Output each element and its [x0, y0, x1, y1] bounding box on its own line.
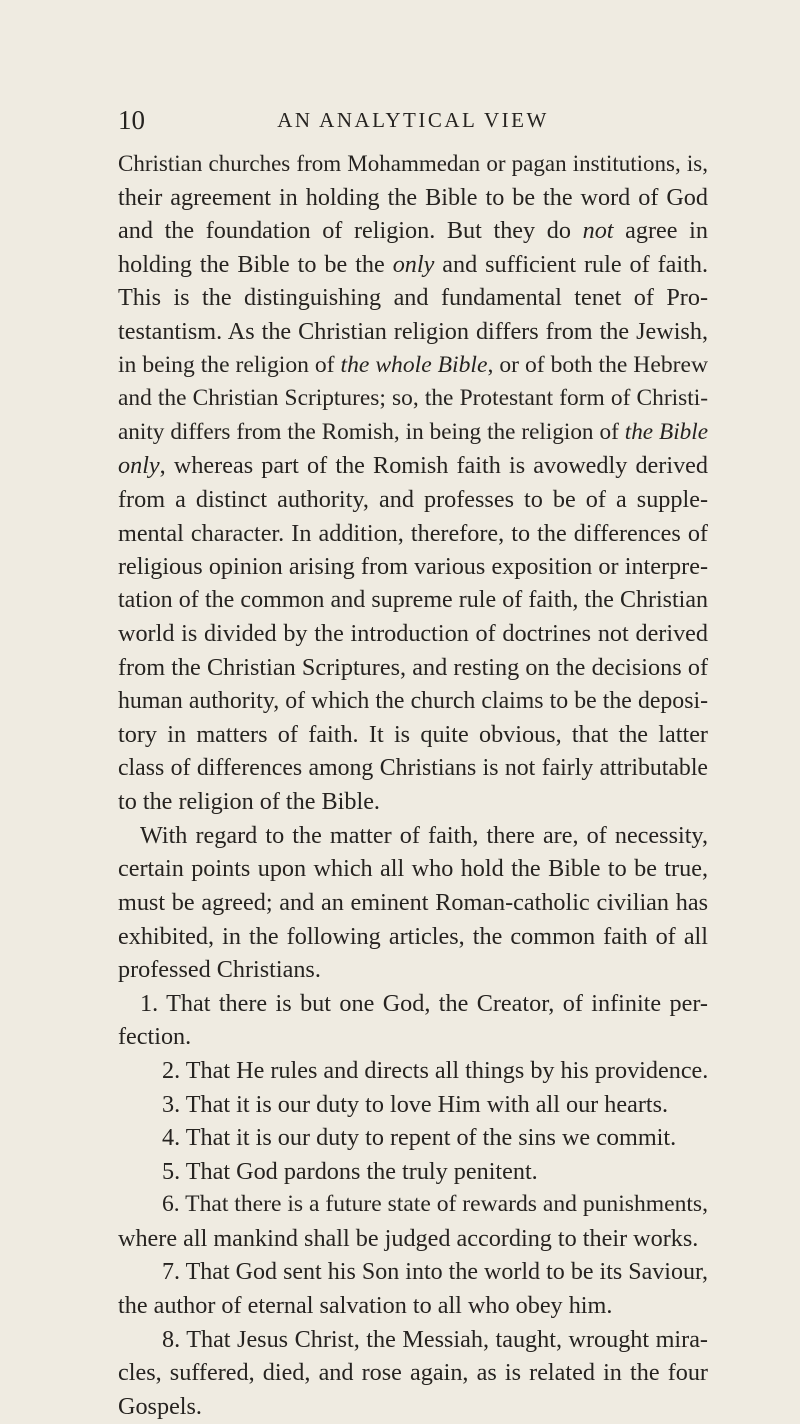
- text-line: This is the distinguishing and fundamental tenet of Pro-: [118, 284, 708, 312]
- text-line: professed Christians.: [118, 956, 321, 984]
- text-line: only, whereas part of the Romish faith is avowedly derived: [118, 452, 708, 480]
- emphasis: the Bible: [624, 418, 708, 445]
- text-line: Christian churches from Mohammedan or pagan institutions, is,: [118, 151, 708, 176]
- text-line: testantism. As the Christian religion differs from the Jewish,: [118, 317, 708, 345]
- text-line: mental character. In addition, therefore, to the differences of: [118, 519, 708, 547]
- text-line: 7. That God sent his Son into the world to be its Saviour,: [162, 1258, 708, 1285]
- text-line: exhibited, in the following articles, the common faith of all: [118, 922, 708, 950]
- emphasis: not: [582, 217, 614, 245]
- emphasis: the whole Bible: [340, 351, 488, 378]
- paragraph-2: [118, 819, 708, 987]
- text-line: religious opinion arising from various exposition or interpre-: [118, 553, 708, 581]
- text-line: human authority, of which the church claims to be the deposi-: [118, 687, 708, 714]
- text-line: where all mankind shall be judged according to their works.: [118, 1225, 699, 1252]
- page-header: [118, 104, 708, 136]
- article-7: [118, 1256, 708, 1323]
- text-line: cles, suffered, died, and rose again, as is related in the four: [118, 1359, 708, 1387]
- text-line: 5. That God pardons the truly penitent.: [162, 1157, 538, 1185]
- text-line: world is divided by the introduction of doctrines not derived: [118, 620, 708, 648]
- text-line: 3. That it is our duty to love Him with all our hearts.: [162, 1090, 669, 1118]
- text-line: 1. That there is but one God, the Creator, of infinite per-: [140, 989, 708, 1017]
- text-line: class of differences among Christians is not fairly attributable: [118, 754, 708, 781]
- article-2: [118, 1054, 708, 1088]
- text-line: must be agreed; and an eminent Roman-catholic civilian has: [118, 889, 708, 917]
- article-3: [118, 1088, 708, 1122]
- text-line: from the Christian Scriptures, and resting on the decisions of: [118, 653, 708, 681]
- text-line: the author of eternal salvation to all who obey him.: [118, 1292, 613, 1320]
- paragraph-1: [118, 147, 708, 819]
- text-line: from a distinct authority, and professes to be of a supple-: [118, 485, 708, 513]
- article-6: [118, 1188, 708, 1255]
- page-number: 10: [118, 105, 145, 135]
- text-line: 4. That it is our duty to repent of the sins we commit.: [162, 1124, 677, 1152]
- emphasis: only: [392, 250, 435, 278]
- article-5: [118, 1155, 708, 1189]
- text-line: to the religion of the Bible.: [118, 788, 380, 816]
- text-line: 8. That Jesus Christ, the Messiah, taught, wrought mira-: [162, 1325, 708, 1353]
- text-line: 2. That He rules and directs all things by his providence.: [162, 1057, 709, 1085]
- text-line: in being the religion of the whole Bible, or of both the Hebrew: [118, 351, 708, 378]
- text-line: and the foundation of religion. But they do not agree in: [118, 217, 708, 245]
- article-4: [118, 1121, 708, 1155]
- article-8: [118, 1323, 708, 1424]
- text-line: and the Christian Scriptures; so, the Protestant form of Christi-: [118, 385, 708, 412]
- text-line: holding the Bible to be the only and sufficient rule of faith.: [118, 250, 708, 278]
- text-line: certain points upon which all who hold the Bible to be true,: [118, 855, 708, 883]
- running-head: AN ANALYTICAL VIEW: [277, 108, 549, 132]
- text-line: anity differs from the Romish, in being the religion of the Bible: [118, 418, 708, 445]
- article-1: [118, 987, 708, 1054]
- emphasis: only: [118, 452, 160, 480]
- text-line: 6. That there is a future state of rewards and punishments,: [162, 1191, 708, 1218]
- text-line: fection.: [118, 1023, 192, 1051]
- articles-list: [118, 987, 708, 1424]
- text-line: Gospels.: [118, 1392, 202, 1420]
- text-line: tory in matters of faith. It is quite obvious, that the latter: [118, 721, 708, 749]
- text-line: tation of the common and supreme rule of faith, the Christian: [118, 586, 708, 613]
- text-line: their agreement in holding the Bible to be the word of God: [118, 183, 708, 211]
- text-line: With regard to the matter of faith, there are, of necessity,: [140, 821, 708, 849]
- page-body: [118, 147, 708, 1424]
